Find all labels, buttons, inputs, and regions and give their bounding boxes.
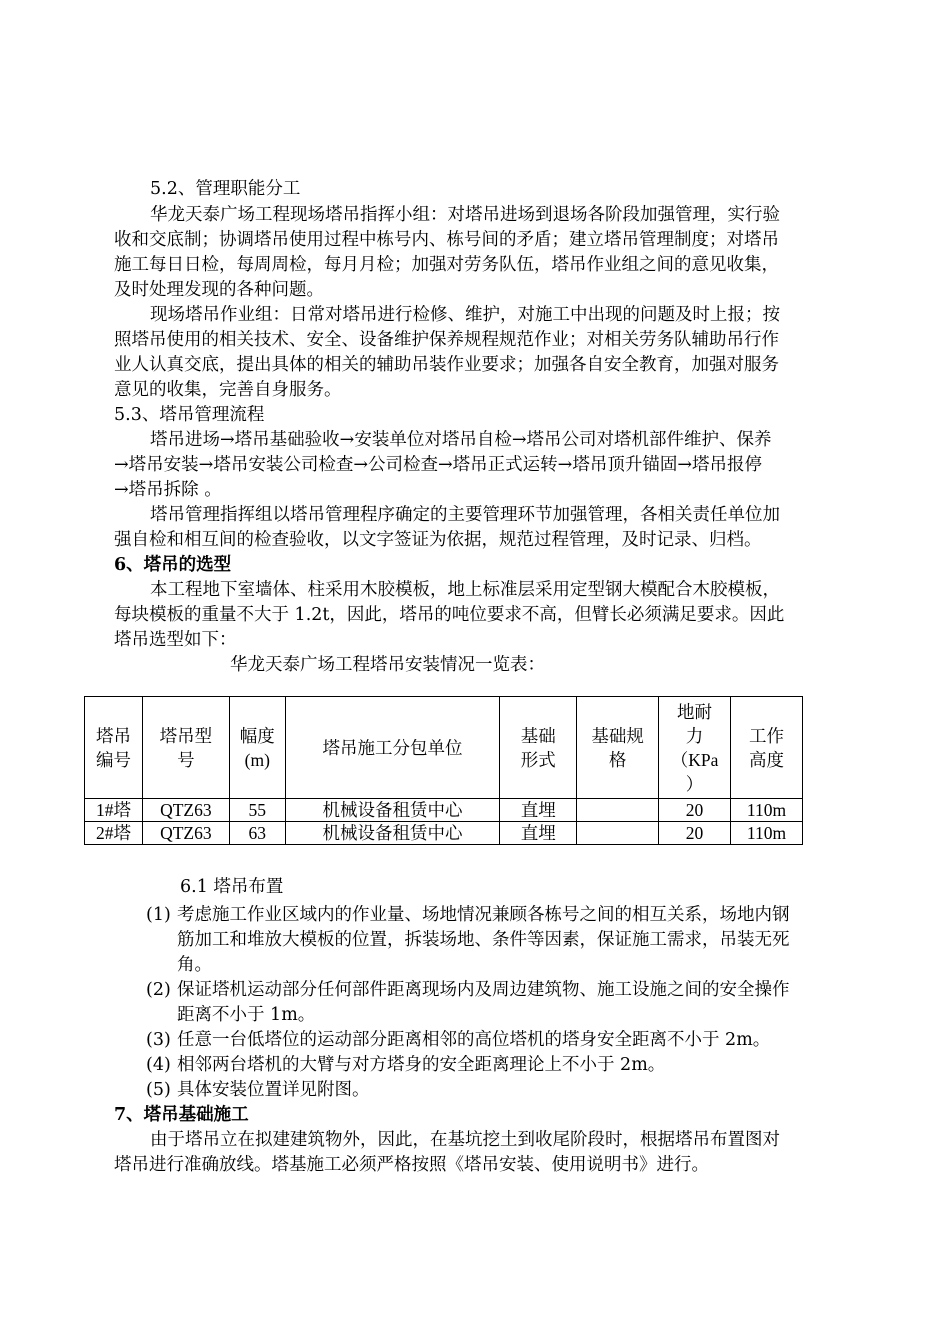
list-item-line: 具体安装位置详见附图。: [177, 1080, 370, 1100]
header-cell: 塔吊施工分包单位: [285, 697, 500, 799]
list-number: (3): [146, 1030, 171, 1050]
section-6-1-heading: 6.1 塔吊布置: [180, 877, 284, 897]
paragraph-line: →塔吊拆除 。: [114, 480, 222, 500]
list-item-line: 距离不小于 1m。: [177, 1005, 316, 1025]
paragraph-line: 塔吊管理指挥组以塔吊管理程序确定的主要管理环节加强管理，各相关责任单位加: [150, 505, 780, 525]
table-cell: 110m: [731, 822, 803, 845]
paragraph-line: 意见的收集，完善自身服务。: [114, 380, 342, 400]
list-item-line: 任意一台低塔位的运动部分距离相邻的高位塔机的塔身安全距离不小于 2m。: [177, 1030, 771, 1050]
table-cell: [577, 799, 659, 822]
table-cell: 机械设备租赁中心: [285, 822, 500, 845]
paragraph-line: 及时处理发现的各种问题。: [114, 280, 324, 300]
table-cell: QTZ63: [142, 822, 229, 845]
paragraph-line: 本工程地下室墙体、柱采用木胶模板，地上标准层采用定型钢大模配合木胶模板，: [150, 580, 780, 600]
table-cell: 直埋: [500, 799, 577, 822]
section-7-heading: 7、塔吊基础施工: [114, 1105, 249, 1125]
header-cell: 地耐 力 （KPa ）: [659, 697, 731, 799]
list-item-line: 角。: [177, 955, 212, 975]
crane-table: [84, 696, 803, 845]
header-cell: 基础规 格: [577, 697, 659, 799]
table-row: [85, 822, 803, 845]
header-cell: 幅度 (m): [229, 697, 285, 799]
list-item-line: 相邻两台塔机的大臂与对方塔身的安全距离理论上不小于 2m。: [177, 1055, 666, 1075]
paragraph-line: 华龙天泰广场工程现场塔吊指挥小组：对塔吊进场到退场各阶段加强管理，实行验: [150, 205, 780, 225]
table-cell: QTZ63: [142, 799, 229, 822]
header-cell: 基础 形式: [500, 697, 577, 799]
list-number: (1): [146, 905, 171, 925]
list-number: (4): [146, 1055, 171, 1075]
list-number: (2): [146, 980, 171, 1000]
paragraph-line: 施工每日日检，每周周检，每月月检；加强对劳务队伍，塔吊作业组之间的意见收集，: [114, 255, 779, 275]
paragraph-line: 收和交底制；协调塔吊使用过程中栋号内、栋号间的矛盾；建立塔吊管理制度；对塔吊: [114, 230, 779, 250]
table-cell: 20: [659, 822, 731, 845]
paragraph-line: 每块模板的重量不大于 1.2t，因此，塔吊的吨位要求不高，但臂长必须满足要求。因此: [114, 605, 785, 625]
table-cell: 机械设备租赁中心: [285, 799, 500, 822]
paragraph-line: 业人认真交底，提出具体的相关的辅助吊装作业要求；加强各自安全教育，加强对服务: [114, 355, 779, 375]
table-cell: 直埋: [500, 822, 577, 845]
paragraph-line: 由于塔吊立在拟建建筑物外，因此，在基坑挖土到收尾阶段时，根据塔吊布置图对: [150, 1130, 780, 1150]
section-5-2-heading: 5.2、管理职能分工: [150, 179, 301, 199]
table-cell: 20: [659, 799, 731, 822]
paragraph-line: 塔吊选型如下：: [114, 630, 237, 650]
table-caption: 华龙天泰广场工程塔吊安装情况一览表：: [230, 655, 545, 675]
table-cell: 55: [229, 799, 285, 822]
header-cell: 塔吊型 号: [142, 697, 229, 799]
table-cell: 110m: [731, 799, 803, 822]
section-5-3-heading: 5.3、塔吊管理流程: [114, 405, 265, 425]
table-cell: 2#塔: [85, 822, 143, 845]
paragraph-line: 现场塔吊作业组：日常对塔吊进行检修、维护，对施工中出现的问题及时上报；按: [150, 305, 780, 325]
table-cell: 1#塔: [85, 799, 143, 822]
paragraph-line: 强自检和相互间的检查验收，以文字签证为依据，规范过程管理，及时记录、归档。: [114, 530, 762, 550]
list-item-line: 保证塔机运动部分任何部件距离现场内及周边建筑物、施工设施之间的安全操作: [177, 980, 790, 1000]
list-number: (5): [146, 1080, 171, 1100]
list-item-line: 筋加工和堆放大模板的位置，拆装场地、条件等因素，保证施工需求，吊装无死: [177, 930, 790, 950]
list-item-line: 考虑施工作业区域内的作业量、场地情况兼顾各栋号之间的相互关系，场地内钢: [177, 905, 790, 925]
table-cell: [577, 822, 659, 845]
paragraph-line: →塔吊安装→塔吊安装公司检查→公司检查→塔吊正式运转→塔吊顶升锚固→塔吊报停: [114, 455, 762, 475]
paragraph-line: 塔吊进场→塔吊基础验收→安装单位对塔吊自检→塔吊公司对塔机部件维护、保养: [150, 430, 772, 450]
section-6-heading: 6、塔吊的选型: [114, 555, 232, 575]
header-cell: 塔吊 编号: [85, 697, 143, 799]
header-cell: 工作 高度: [731, 697, 803, 799]
table-cell: 63: [229, 822, 285, 845]
table-row: [85, 799, 803, 822]
paragraph-line: 照塔吊使用的相关技术、安全、设备维护保养规程规范作业；对相关劳务队辅助吊行作: [114, 330, 779, 350]
table-header-row: [85, 697, 803, 799]
paragraph-line: 塔吊进行准确放线。塔基施工必须严格按照《塔吊安装、使用说明书》进行。: [114, 1155, 709, 1175]
